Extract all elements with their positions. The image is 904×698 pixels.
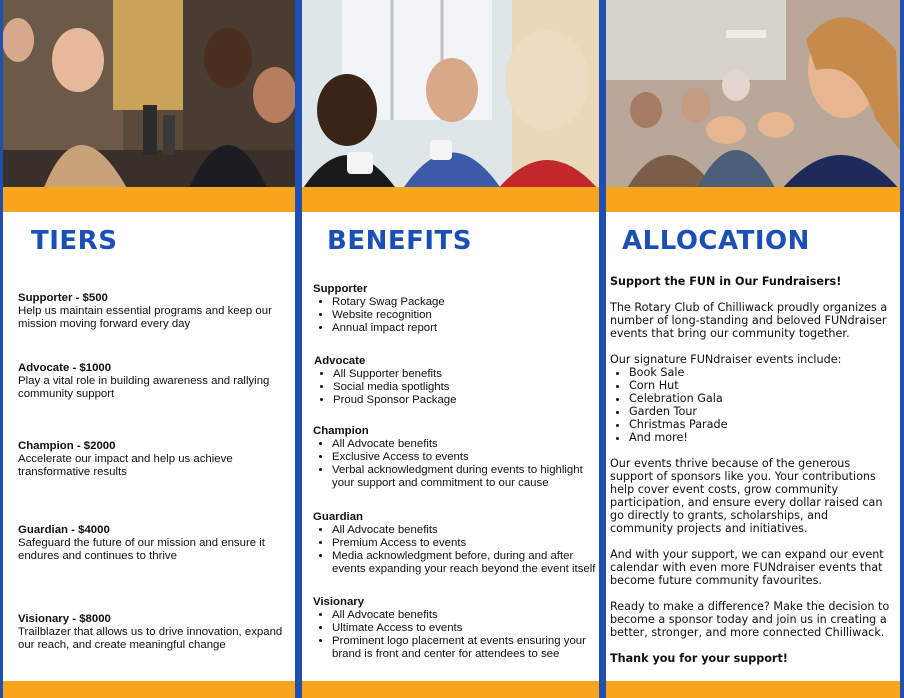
benefit-group — [313, 425, 598, 490]
benefit-list — [313, 609, 598, 661]
tier-item — [18, 292, 288, 331]
benefit-item: • Verbal acknowledgment during events to highlight your support and commitment to our cause — [332, 464, 598, 490]
benefits-heading: BENEFITS — [327, 226, 472, 256]
benefit-item: • Premium Access to events — [332, 537, 598, 550]
benefit-group-title: Advocate — [314, 355, 366, 367]
friends-coffee-photo — [302, 0, 599, 187]
benefit-item: • All Supporter benefits — [333, 368, 599, 381]
allocation-body — [610, 275, 894, 678]
benefit-item: • Media acknowledgment before, during and after events expanding your reach beyond the event itself — [332, 550, 598, 576]
benefit-list — [313, 296, 598, 335]
event-item: • Garden Tour — [629, 405, 894, 418]
benefit-item: • Rotary Swag Package — [332, 296, 598, 309]
tier-title: Advocate - $1000 — [18, 362, 112, 374]
benefit-group-title: Supporter — [313, 283, 368, 295]
allocation-panel — [606, 0, 900, 698]
allocation-heading: ALLOCATION — [622, 226, 810, 256]
benefit-item: • All Advocate benefits — [332, 609, 598, 622]
benefit-group — [313, 596, 598, 661]
benefit-item: • Exclusive Access to events — [332, 451, 598, 464]
benefit-item: • Ultimate Access to events — [332, 622, 598, 635]
benefit-list — [313, 438, 598, 490]
event-item: • Corn Hut — [629, 379, 894, 392]
tier-title: Champion - $2000 — [18, 440, 116, 452]
tier-description: Safeguard the future of our mission and ensure it endures and continues to thrive — [18, 537, 265, 562]
tier-item — [18, 440, 288, 479]
tier-item — [18, 524, 288, 563]
events-intro: Our signature FUNdraiser events include: — [610, 353, 842, 366]
benefit-group — [314, 355, 599, 407]
benefits-panel — [302, 0, 599, 698]
benefit-group — [313, 511, 598, 576]
tier-title: Guardian - $4000 — [18, 524, 110, 536]
tier-description: Trailblazer that allows us to drive innovation, expand our reach, and create meaningful change — [18, 626, 283, 651]
allocation-paragraph: Ready to make a difference? Make the decision to become a sponsor today and join us in creating a better, stronger, and more connected Chilliwack. — [610, 600, 890, 639]
benefit-item: • Prominent logo placement at events ensuring your brand is front and center for attendees to see — [332, 635, 598, 661]
benefit-item: • Social media spotlights — [333, 381, 599, 394]
benefit-list — [314, 368, 599, 407]
allocation-paragraph: Our events thrive because of the generous support of sponsors like you. Your contributions help cover event costs, grow community participation, and ensure every dollar raised can go directly to grants, scholarships, and community projects and initiatives. — [610, 457, 883, 535]
orange-band-bottom — [3, 681, 295, 698]
event-item: • Book Sale — [629, 366, 894, 379]
orange-band-bottom — [302, 681, 599, 698]
allocation-closing: Thank you for your support! — [610, 652, 788, 665]
tier-title: Visionary - $8000 — [18, 613, 111, 625]
tier-title: Supporter - $500 — [18, 292, 108, 304]
benefit-item: • Website recognition — [332, 309, 598, 322]
benefit-group-title: Champion — [313, 425, 369, 437]
event-item: • Celebration Gala — [629, 392, 894, 405]
event-item: • And more! — [629, 431, 894, 444]
orange-band-top — [3, 187, 295, 212]
events-list — [610, 366, 894, 444]
benefit-item: • Proud Sponsor Package — [333, 394, 599, 407]
allocation-paragraph: And with your support, we can expand our event calendar with even more FUNdraiser events that become future community favourites. — [610, 548, 884, 587]
allocation-intro: Support the FUN in Our Fundraisers! — [610, 275, 842, 288]
applause-audience-photo — [606, 0, 900, 187]
orange-band-top — [302, 187, 599, 212]
event-item: • Christmas Parade — [629, 418, 894, 431]
benefit-group-title: Visionary — [313, 596, 365, 608]
benefit-item: • Annual impact report — [332, 322, 598, 335]
orange-band-bottom — [606, 681, 900, 698]
benefit-list — [313, 524, 598, 576]
tier-item — [18, 362, 288, 401]
tiers-panel — [3, 0, 295, 698]
tier-description: Play a vital role in building awareness and rallying community support — [18, 375, 270, 400]
benefit-item: • All Advocate benefits — [332, 438, 598, 451]
benefit-group — [313, 283, 598, 335]
networking-photo — [3, 0, 295, 187]
allocation-paragraph: The Rotary Club of Chilliwack proudly organizes a number of long-standing and beloved FUNdraiser events that bring our community together. — [610, 301, 888, 340]
benefit-group-title: Guardian — [313, 511, 364, 523]
tier-item — [18, 613, 288, 652]
orange-band-top — [606, 187, 900, 212]
benefit-item: • All Advocate benefits — [332, 524, 598, 537]
tier-description: Help us maintain essential programs and keep our mission moving forward every day — [18, 305, 272, 330]
tier-description: Accelerate our impact and help us achieve transformative results — [18, 453, 233, 478]
tiers-heading: TIERS — [31, 226, 118, 256]
